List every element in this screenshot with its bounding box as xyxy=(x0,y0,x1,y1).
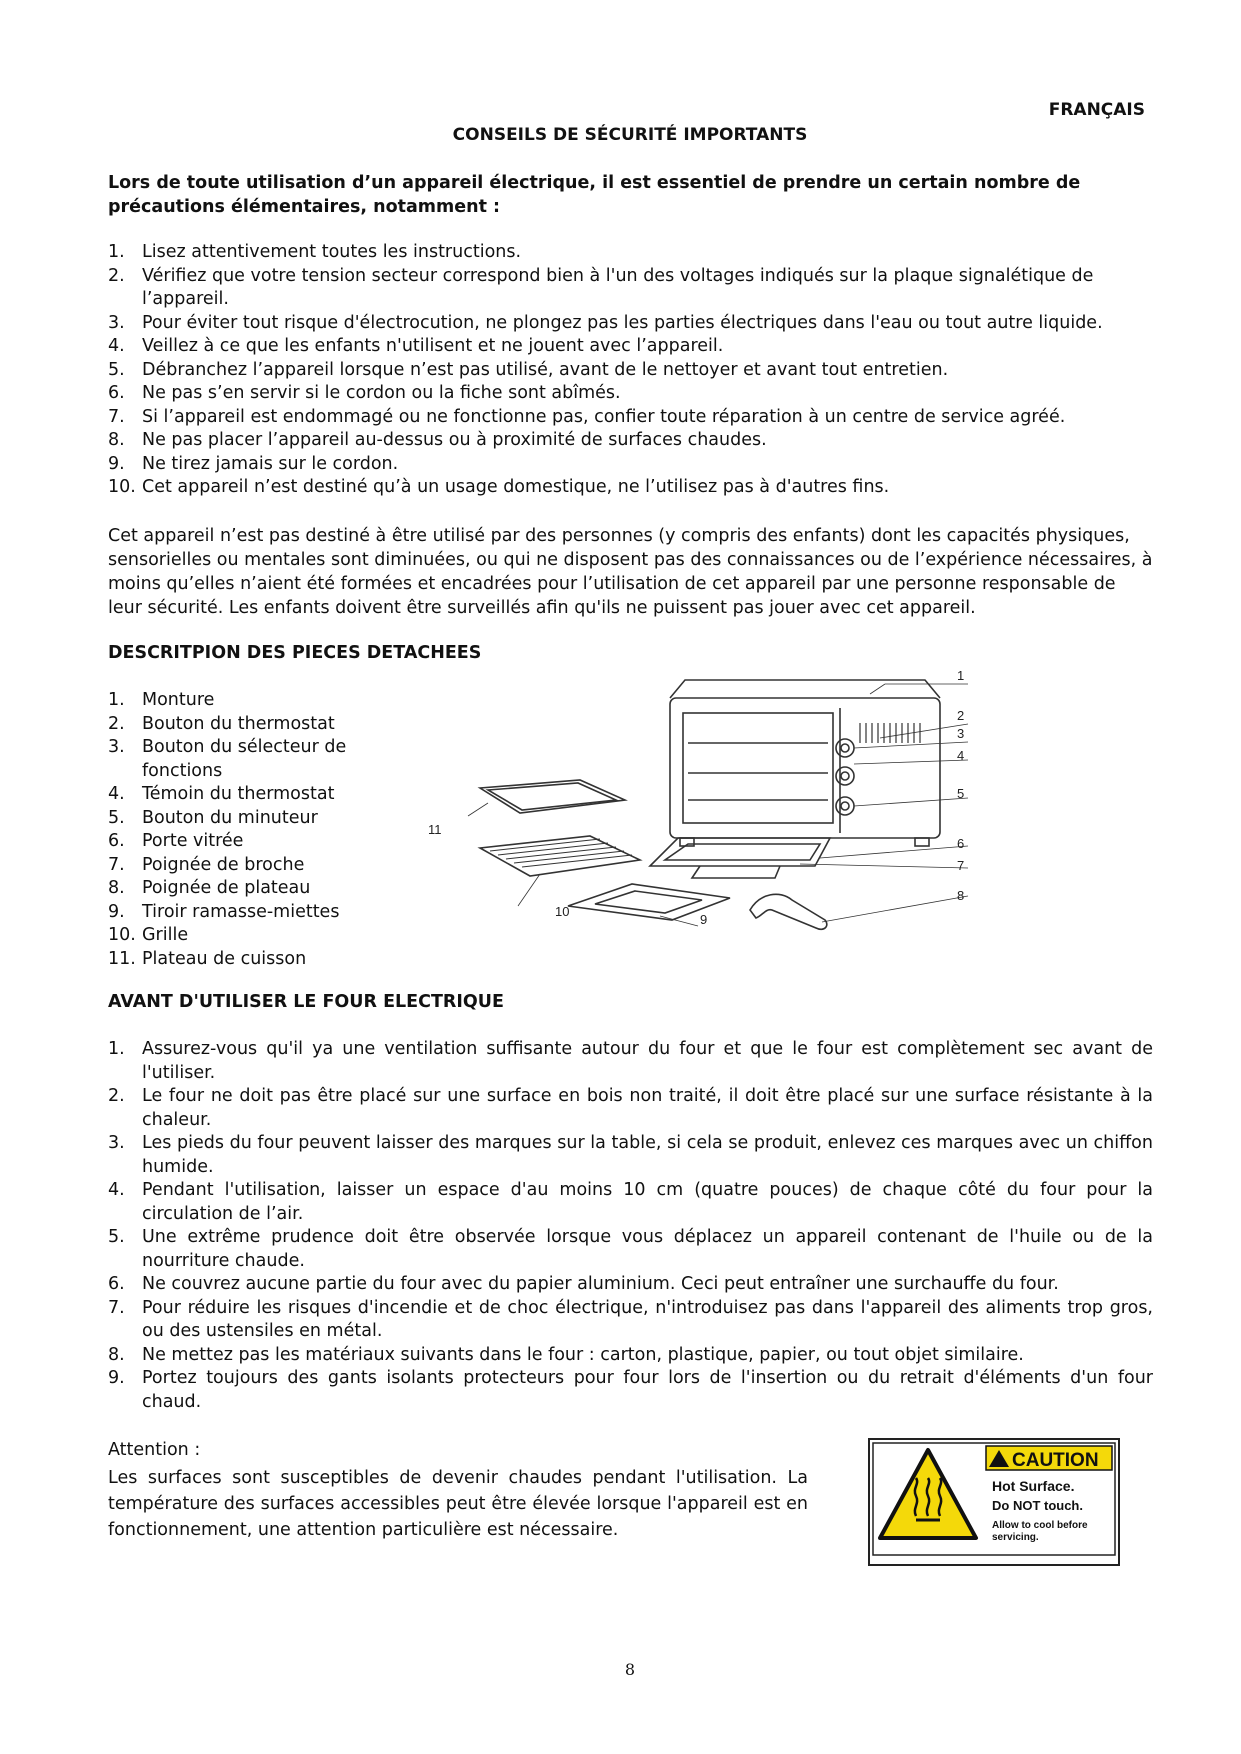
list-text: Bouton du sélecteur de fonctions xyxy=(142,737,347,781)
list-text: Bouton du minuteur xyxy=(142,807,318,828)
list-number: 1. xyxy=(108,1039,125,1059)
diagram-label: 9 xyxy=(700,912,708,927)
before-use-item xyxy=(108,1226,1153,1273)
language-label: FRANÇAIS xyxy=(1048,100,1145,120)
list-number: 9. xyxy=(108,901,125,922)
list-number: 7. xyxy=(108,406,125,427)
before-use-item xyxy=(108,1367,1153,1414)
list-text: Tiroir ramasse-miettes xyxy=(142,901,340,922)
list-text: Portez toujours des gants isolants protecteurs pour four lors de l'insertion ou du retrait d'éléments d'un four chaud. xyxy=(142,1368,1153,1412)
safety-item xyxy=(108,406,1153,430)
part-item xyxy=(108,736,408,783)
oven-parts-diagram xyxy=(420,668,1020,948)
parts-heading: DESCRITPION DES PIECES DETACHEES xyxy=(108,643,482,663)
safety-item xyxy=(108,335,1153,359)
list-text: Cet appareil n’est destiné qu’à un usage domestique, ne l’utilisez pas à d'autres fins. xyxy=(142,477,890,497)
list-text: Monture xyxy=(142,690,215,710)
list-number: 8. xyxy=(108,878,125,898)
list-number: 4. xyxy=(108,784,125,804)
list-number: 8. xyxy=(108,1344,125,1365)
before-use-item xyxy=(108,1038,1153,1085)
safety-item xyxy=(108,382,1153,406)
list-number: 2. xyxy=(108,265,125,286)
list-text: Poignée de plateau xyxy=(142,878,311,898)
list-number: 9. xyxy=(108,1368,125,1388)
safety-item xyxy=(108,312,1153,336)
diagram-label: 8 xyxy=(957,888,965,903)
list-number: 3. xyxy=(108,1133,125,1153)
before-use-item xyxy=(108,1132,1153,1179)
diagram-label: 10 xyxy=(555,904,570,919)
diagram-label: 1 xyxy=(957,668,965,683)
part-item xyxy=(108,948,408,972)
safety-item xyxy=(108,429,1153,453)
list-text: Ne mettez pas les matériaux suivants dans le four : carton, plastique, papier, ou tout objet similaire. xyxy=(142,1344,1024,1365)
warning-paragraph: Cet appareil n’est pas destiné à être utilisé par des personnes (y compris des enfants) dont les capacités physiques, sensorielles ou mentales sont diminuées, ou qui ne disposent pas des connaissances ou de l’expérience nécessaires, à moins qu’elles n’aient été formées et encadrées pour l’utilisation de cet appareil par une personne responsable de leur sécurité. Les enfants doivent être surveillés afin qu'ils ne puissent pas jouer avec cet appareil. xyxy=(108,526,1153,618)
part-item xyxy=(108,783,408,807)
before-use-item xyxy=(108,1344,1153,1368)
part-item xyxy=(108,807,408,831)
list-number: 7. xyxy=(108,1297,125,1318)
list-text: Grille xyxy=(142,925,189,945)
safety-item xyxy=(108,241,1153,265)
list-text: Témoin du thermostat xyxy=(142,784,335,804)
diagram-label: 6 xyxy=(957,836,965,851)
safety-list xyxy=(108,241,1153,500)
part-item xyxy=(108,689,408,713)
list-text: Les pieds du four peuvent laisser des marques sur la table, si cela se produit, enlevez ces marques avec un chiffon humide. xyxy=(142,1133,1153,1177)
list-number: 3. xyxy=(108,737,125,757)
safety-item xyxy=(108,453,1153,477)
list-text: Assurez-vous qu'il ya une ventilation suffisante autour du four et que le four est complètement sec avant de l'utiliser. xyxy=(142,1039,1153,1083)
part-item xyxy=(108,854,408,878)
list-text: Le four ne doit pas être placé sur une surface en bois non traité, il doit être placé sur une surface résistante à la chaleur. xyxy=(142,1086,1153,1130)
list-number: 2. xyxy=(108,713,125,734)
caution-line: Do NOT touch. xyxy=(992,1498,1083,1513)
before-use-item xyxy=(108,1179,1153,1226)
list-number: 6. xyxy=(108,1274,125,1294)
caution-line: Allow to cool before xyxy=(992,1520,1088,1531)
parts-list xyxy=(108,689,408,971)
part-item xyxy=(108,877,408,901)
list-number: 6. xyxy=(108,383,125,403)
list-number: 2. xyxy=(108,1086,125,1106)
list-number: 4. xyxy=(108,336,125,356)
list-text: Ne couvrez aucune partie du four avec du papier aluminium. Ceci peut entraîner une surchauffe du four. xyxy=(142,1274,1059,1294)
list-number: 1. xyxy=(108,690,125,710)
list-number: 1. xyxy=(108,242,125,262)
before-use-item xyxy=(108,1297,1153,1344)
diagram-label: 7 xyxy=(957,858,965,873)
list-text: Bouton du thermostat xyxy=(142,713,335,734)
list-text: Ne pas placer l’appareil au-dessus ou à proximité de surfaces chaudes. xyxy=(142,430,767,450)
list-text: Débranchez l’appareil lorsque n’est pas utilisé, avant de le nettoyer et avant tout entretien. xyxy=(142,359,949,380)
diagram-label: 11 xyxy=(428,822,442,837)
list-number: 10. xyxy=(108,477,136,497)
list-number: 10. xyxy=(108,925,136,945)
part-item xyxy=(108,830,408,854)
caution-hot-surface-label xyxy=(868,1438,1120,1566)
before-use-item xyxy=(108,1273,1153,1297)
diagram-label: 3 xyxy=(957,726,965,741)
list-text: Porte vitrée xyxy=(142,831,244,851)
list-number: 3. xyxy=(108,312,125,333)
caution-header: CAUTION xyxy=(1012,1450,1099,1471)
list-number: 11. xyxy=(108,948,136,969)
list-text: Lisez attentivement toutes les instructions. xyxy=(142,242,522,262)
list-number: 5. xyxy=(108,1227,125,1247)
attention-text: Les surfaces sont susceptibles de devenir chaudes pendant l'utilisation. La température des surfaces accessibles peut être élevée lorsque l'appareil est en fonctionnement, une attention particulière est nécessaire. xyxy=(108,1468,808,1540)
before-use-list xyxy=(108,1038,1153,1414)
list-text: Une extrême prudence doit être observée lorsque vous déplacez un appareil contenant de l'huile ou de la nourriture chaude. xyxy=(142,1227,1153,1271)
safety-item xyxy=(108,265,1153,312)
intro-text: Lors de toute utilisation d’un appareil électrique, il est essentiel de prendre un certain nombre de précautions élémentaires, notamment : xyxy=(108,173,1081,217)
list-number: 9. xyxy=(108,453,125,474)
caution-line: Hot Surface. xyxy=(992,1478,1075,1494)
list-text: Pour éviter tout risque d'électrocution, ne plongez pas les parties électriques dans l'eau ou tout autre liquide. xyxy=(142,312,1103,333)
list-text: Si l’appareil est endommagé ou ne fonctionne pas, confier toute réparation à un centre de service agréé. xyxy=(142,406,1066,427)
list-text: Veillez à ce que les enfants n'utilisent et ne jouent avec l’appareil. xyxy=(142,336,724,356)
page-number: 8 xyxy=(624,1660,636,1679)
part-item xyxy=(108,901,408,925)
list-number: 6. xyxy=(108,831,125,851)
list-text: Pour réduire les risques d'incendie et de choc électrique, n'introduisez pas dans l'appareil des aliments trop gros, ou des ustensiles en métal. xyxy=(142,1297,1153,1341)
list-number: 5. xyxy=(108,359,125,380)
list-number: 4. xyxy=(108,1180,125,1200)
list-text: Poignée de broche xyxy=(142,854,305,875)
before-use-item xyxy=(108,1085,1153,1132)
caution-line: servicing. xyxy=(992,1532,1039,1543)
diagram-label: 5 xyxy=(957,786,965,801)
safety-item xyxy=(108,476,1153,500)
list-text: Pendant l'utilisation, laisser un espace d'au moins 10 cm (quatre pouces) de chaque côté du four pour la circulation de l’air. xyxy=(142,1180,1153,1224)
part-item xyxy=(108,713,408,737)
before-use-heading: AVANT D'UTILISER LE FOUR ELECTRIQUE xyxy=(108,992,504,1012)
list-text: Ne pas s’en servir si le cordon ou la fiche sont abîmés. xyxy=(142,383,621,403)
list-text: Vérifiez que votre tension secteur correspond bien à l'un des voltages indiqués sur la plaque signalétique de l’appareil. xyxy=(142,265,1094,309)
diagram-label: 4 xyxy=(957,748,965,763)
diagram-label: 2 xyxy=(957,708,965,723)
part-item xyxy=(108,924,408,948)
list-text: Plateau de cuisson xyxy=(142,948,307,969)
safety-item xyxy=(108,359,1153,383)
list-number: 5. xyxy=(108,807,125,828)
list-text: Ne tirez jamais sur le cordon. xyxy=(142,453,399,474)
list-number: 8. xyxy=(108,430,125,450)
attention-label: Attention : xyxy=(108,1440,201,1460)
page-title: CONSEILS DE SÉCURITÉ IMPORTANTS xyxy=(452,125,808,145)
list-number: 7. xyxy=(108,854,125,875)
